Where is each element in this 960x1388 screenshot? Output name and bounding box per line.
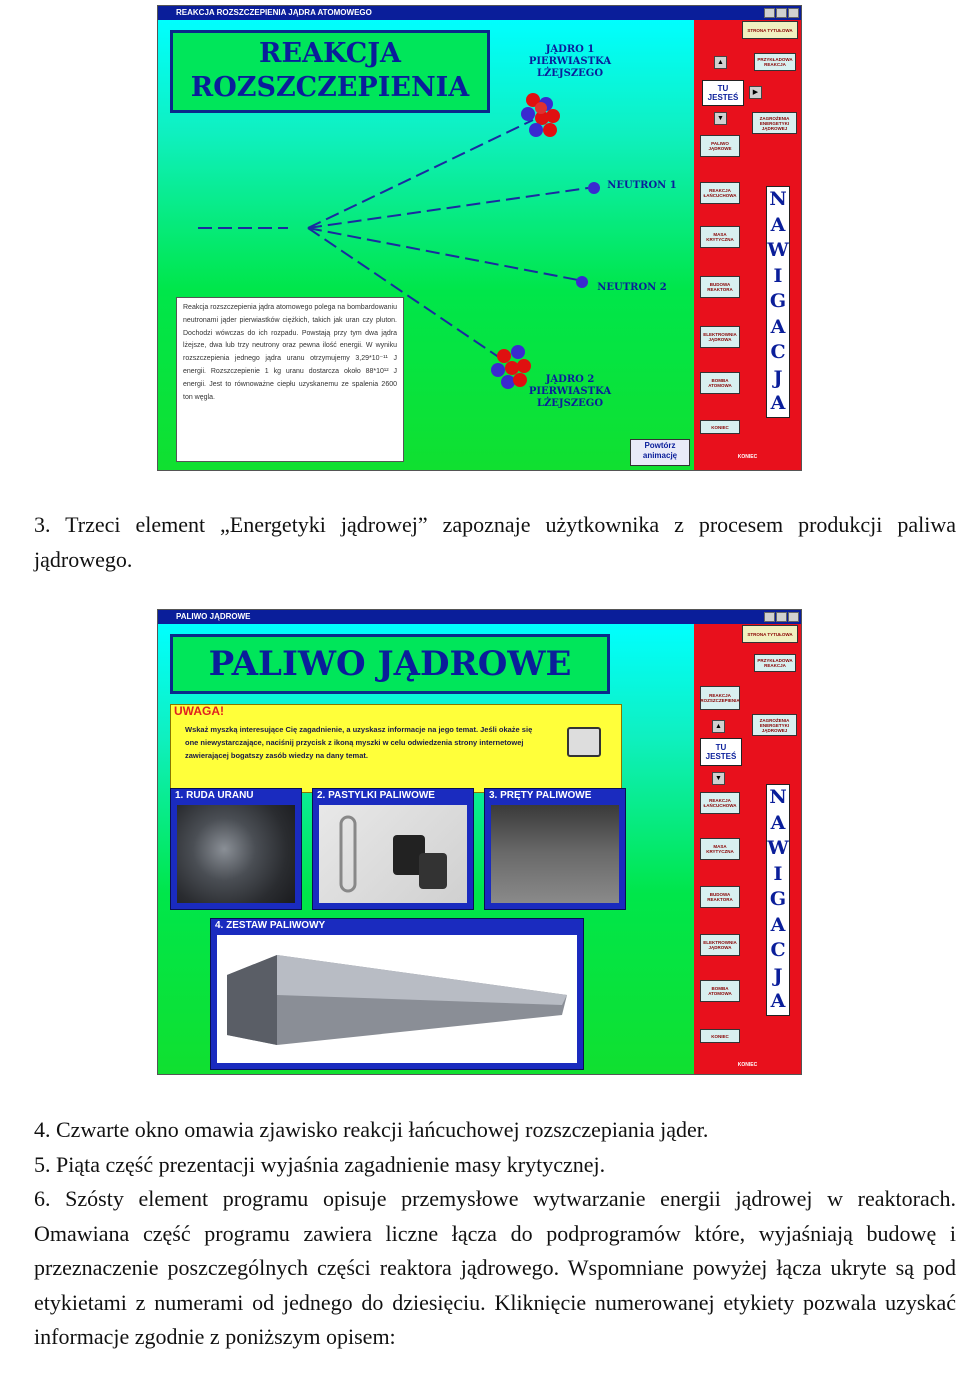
down-arrow-button[interactable]: ▼ bbox=[712, 772, 725, 785]
panel-title: 2. PASTYLKI PALIWOWE bbox=[317, 790, 435, 801]
close-button[interactable] bbox=[788, 612, 799, 622]
warning-box bbox=[170, 704, 622, 793]
nav-power-plant[interactable]: ELEKTROWNIA JĄDROWA bbox=[700, 326, 740, 348]
down-arrow-button[interactable]: ▼ bbox=[714, 112, 727, 125]
nav-atomic-bomb[interactable]: BOMBA ATOMOWA bbox=[700, 980, 740, 1002]
fuel-assembly-image bbox=[217, 935, 577, 1063]
mouse-link-icon[interactable] bbox=[567, 727, 601, 757]
page-title: PALIWO JĄDROWE bbox=[170, 634, 610, 694]
title-line-1: REAKCJA bbox=[259, 38, 401, 69]
nav-chain-reaction[interactable]: REAKCJA ŁAŃCUCHOWA bbox=[700, 182, 740, 204]
fuel-pellets-image bbox=[319, 805, 467, 903]
nav-letter: A bbox=[770, 392, 786, 414]
fission-info-text: Reakcja rozszczepienia jądra atomowego polega na bombardowaniu neutronami jąder pierwiastków ciężkich, takich jak uran czy pluton. Dochodzi wówczas do ich rozpadu. Powstają przy tym dwa jądra lżejsze, dwa lub trzy neutrony oraz pewna ilość energii. W wyniku rozszczepienia jednego jądra uranu otrzymujemy 3,29*10⁻¹¹ J energii. Rozszczepienie 1 kg uranu dostarcza około 88*10¹² J energii. Jest to równoważne ciepłu uzyskanemu ze spalenia 2600 ton węgla. bbox=[176, 297, 404, 462]
nav-letter: C bbox=[770, 939, 786, 961]
navigation-panel bbox=[694, 624, 801, 1074]
nawigacja-vertical-label bbox=[766, 186, 790, 418]
nav-letter: I bbox=[773, 862, 783, 885]
item-6-continuation: Omawiana część programu zawiera liczne łącza do podprogramów które, wyjaśniają budowę i przeznaczenie poszczególnych części reaktora jądrowego. Wspomniane powyżej łącza ukryte są pod etykietami z numerami od jednego do dziesięciu. Kliknięcie numerowanej etykiety pozwala uzyskać informacje zgodnie z poniższym opisem: bbox=[34, 1220, 956, 1349]
nav-letter: A bbox=[770, 213, 786, 236]
nav-letter: N bbox=[769, 188, 787, 210]
nav-letter: J bbox=[773, 964, 783, 987]
nav-example-reaction[interactable]: PRZYKŁADOWA REAKCJA bbox=[754, 654, 796, 672]
nav-letter: G bbox=[769, 290, 787, 312]
nav-hazards[interactable]: ZAGROŻENIA ENERGETYKI JĄDROWEJ bbox=[752, 112, 797, 134]
item-text: Czwarte okno omawia zjawisko reakcji łańcuchowej rozszczepiania jąder. bbox=[56, 1117, 709, 1142]
window-titlebar: PALIWO JĄDROWE bbox=[158, 610, 801, 624]
minimize-button[interactable] bbox=[764, 8, 775, 18]
nav-fission-reaction[interactable]: REAKCJA ROZSZCZEPIENIA bbox=[700, 686, 740, 710]
repeat-animation-button[interactable]: Powtórz animację bbox=[630, 439, 690, 466]
label-nucleus2-line1: JĄDRO 2 bbox=[545, 374, 595, 385]
label-nucleus1-line3: LŻEJSZEGO bbox=[536, 68, 604, 79]
up-arrow-button[interactable]: ▲ bbox=[712, 720, 725, 733]
panel-fuel-rods[interactable] bbox=[484, 788, 626, 910]
panel-uranium-ore[interactable] bbox=[170, 788, 302, 910]
uranium-ore-image bbox=[177, 805, 295, 903]
nav-title-page[interactable]: STRONA TYTUŁOWA bbox=[742, 625, 798, 643]
window-titlebar: REAKCJA ROZSZCZEPIENIA JĄDRA ATOMOWEGO bbox=[158, 6, 801, 20]
nav-example-reaction[interactable]: PRZYKŁADOWA REAKCJA bbox=[754, 53, 796, 71]
label-neutron1: NEUTRON 1 bbox=[607, 180, 677, 191]
fission-canvas bbox=[158, 20, 696, 470]
nav-letter: A bbox=[770, 990, 786, 1012]
label-nucleus2-line3: LŻEJSZEGO bbox=[536, 398, 604, 409]
maximize-button[interactable] bbox=[776, 612, 787, 622]
minimize-button[interactable] bbox=[764, 612, 775, 622]
fuel-canvas bbox=[158, 624, 696, 1074]
warning-title: UWAGA! bbox=[174, 704, 224, 718]
label-nucleus1-line2: PIERWIASTKA bbox=[528, 56, 612, 67]
nav-letter: W bbox=[767, 837, 789, 859]
you-are-here-label: TU JESTEŚ bbox=[700, 738, 742, 766]
panel-title: 3. PRĘTY PALIWOWE bbox=[489, 790, 592, 801]
nav-power-plant[interactable]: ELEKTROWNIA JĄDROWA bbox=[700, 934, 740, 956]
trajectory-neutron2 bbox=[308, 228, 578, 280]
nav-letter: G bbox=[769, 888, 787, 910]
label-nucleus1-line1: JĄDRO 1 bbox=[545, 44, 595, 55]
nav-end-bottom[interactable]: KONIEC bbox=[737, 1062, 758, 1068]
nav-letter: N bbox=[769, 786, 787, 808]
panel-fuel-pellets[interactable] bbox=[312, 788, 474, 910]
item-text: Piąta część prezentacji wyjaśnia zagadnienie masy krytycznej. bbox=[56, 1151, 606, 1177]
warning-text: Wskaż myszką interesujące Cię zagadnienie, a uzyskasz informacje na jego temat. Jeśli okaże się one niewystarczające, naciśnij przycisk z ikoną myszki w celu odwiedzenia strony internetowej zawierającej bogatszy zasób wiedzy na dany temat. bbox=[185, 725, 533, 760]
label-nucleus2 bbox=[520, 374, 620, 410]
neutron2-dot bbox=[576, 276, 588, 288]
item-text: Szósty element programu opisuje przemysłowe wytwarzanie energii jądrowej w reaktorach. bbox=[65, 1186, 956, 1211]
panel-fuel-assembly[interactable] bbox=[210, 918, 584, 1070]
numbered-list bbox=[34, 1113, 956, 1355]
nav-end-small[interactable]: KONIEC bbox=[700, 420, 740, 434]
neutron1-dot bbox=[588, 182, 600, 194]
nav-letter: J bbox=[773, 366, 783, 389]
nav-critical-mass[interactable]: MASA KRYTYCZNA bbox=[700, 838, 740, 860]
nav-letter: C bbox=[770, 341, 786, 363]
list-item bbox=[34, 1113, 956, 1148]
list-item bbox=[34, 1148, 956, 1183]
nav-nuclear-fuel[interactable]: PALIWO JĄDROWE bbox=[700, 135, 740, 157]
window-controls bbox=[764, 612, 799, 622]
nav-hazards[interactable]: ZAGROŻENIA ENERGETYKI JĄDROWEJ bbox=[752, 714, 797, 736]
paragraph-3-text: Trzeci element „Energetyki jądrowej” zapoznaje użytkownika z procesem produkcji paliwa jądrowego. bbox=[34, 512, 956, 572]
maximize-button[interactable] bbox=[776, 8, 787, 18]
nav-letter: I bbox=[773, 264, 783, 287]
close-button[interactable] bbox=[788, 8, 799, 18]
screenshot-fuel bbox=[157, 609, 802, 1075]
up-arrow-button[interactable]: ▲ bbox=[714, 56, 727, 69]
nucleus1-atom bbox=[521, 93, 560, 137]
nav-end-small[interactable]: KONIEC bbox=[700, 1029, 740, 1043]
list-item bbox=[34, 1182, 956, 1355]
nav-letter: A bbox=[770, 811, 786, 834]
title-line-2: ROZSZCZEPIENIA bbox=[190, 72, 470, 103]
nawigacja-vertical-label bbox=[766, 784, 790, 1016]
nav-reactor-construction[interactable]: BUDOWA REAKTORA bbox=[700, 276, 740, 298]
item-number: 3. bbox=[34, 512, 51, 537]
nav-letter: W bbox=[767, 239, 789, 261]
paragraph-3 bbox=[34, 508, 956, 577]
nav-reactor-construction[interactable]: BUDOWA REAKTORA bbox=[700, 886, 740, 908]
nav-chain-reaction[interactable]: REAKCJA ŁAŃCUCHOWA bbox=[700, 792, 740, 814]
window-controls bbox=[764, 8, 799, 18]
item-number: 6. bbox=[34, 1186, 51, 1211]
nav-title-page[interactable]: STRONA TYTUŁOWA bbox=[742, 21, 798, 39]
label-nucleus1 bbox=[520, 44, 620, 80]
label-nucleus2-line2: PIERWIASTKA bbox=[528, 386, 612, 397]
right-arrow-button[interactable]: ▶ bbox=[749, 86, 762, 99]
label-neutron2: NEUTRON 2 bbox=[597, 282, 667, 293]
navigation-panel bbox=[694, 20, 801, 470]
nav-end-bottom[interactable]: KONIEC bbox=[737, 454, 758, 460]
panel-title: 4. ZESTAW PALIWOWY bbox=[215, 920, 326, 931]
panel-title: 1. RUDA URANU bbox=[175, 790, 254, 801]
nav-atomic-bomb[interactable]: BOMBA ATOMOWA bbox=[700, 372, 740, 394]
item-number: 5. bbox=[34, 1151, 51, 1177]
you-are-here-label: TU JESTEŚ bbox=[702, 80, 744, 106]
screenshot-fission bbox=[157, 5, 802, 471]
fuel-rods-image bbox=[491, 805, 619, 903]
item-number: 4. bbox=[34, 1117, 51, 1142]
nav-letter: A bbox=[770, 315, 786, 338]
nav-critical-mass[interactable]: MASA KRYTYCZNA bbox=[700, 226, 740, 248]
nav-letter: A bbox=[770, 913, 786, 936]
